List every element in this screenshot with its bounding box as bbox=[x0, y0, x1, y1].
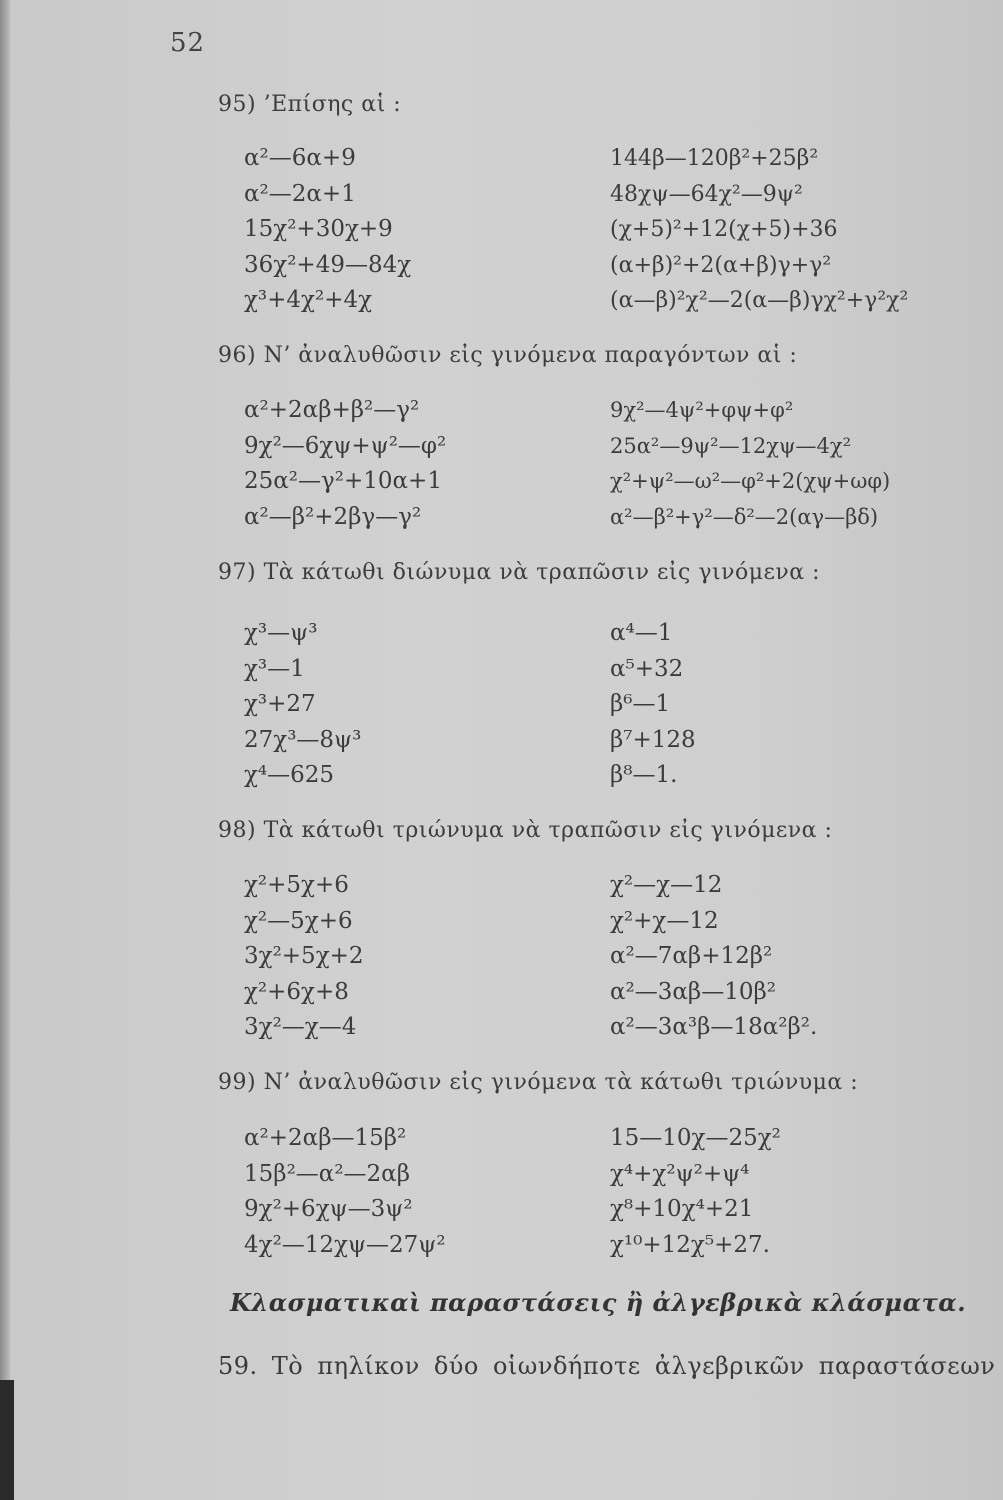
expression: χ³+27 bbox=[244, 691, 316, 717]
expression: 3χ²—χ—4 bbox=[244, 1014, 357, 1040]
expression: χ¹⁰+12χ⁵+27. bbox=[610, 1231, 770, 1258]
expression: α⁴—1 bbox=[610, 620, 673, 646]
expression: α²—7αβ+12β² bbox=[610, 943, 773, 969]
expression: χ²+χ—12 bbox=[610, 907, 719, 934]
expression: α⁵+32 bbox=[610, 655, 684, 682]
page-number: 52 bbox=[170, 28, 206, 58]
expression: 15—10χ—25χ² bbox=[610, 1125, 781, 1151]
expression: 15χ²+30χ+9 bbox=[244, 216, 393, 242]
expression: 3χ²+5χ+2 bbox=[244, 943, 364, 969]
binding-edge bbox=[0, 1380, 14, 1500]
expression: χ³—1 bbox=[244, 655, 305, 682]
expression: 144β—120β²+25β² bbox=[610, 146, 819, 171]
expression: 9χ²+6χψ—3ψ² bbox=[244, 1196, 413, 1222]
expression: 27χ³—8ψ³ bbox=[244, 726, 362, 753]
exercise-96-heading: 96) Ν’ ἀναλυθῶσιν εἰς γινόμενα παραγόντων αἱ : bbox=[218, 343, 798, 368]
exercise-97-heading: 97) Τὰ κάτωθι διώνυμα νὰ τραπῶσιν εἰς γινόμενα : bbox=[218, 560, 821, 585]
expression: 25α²—γ²+10α+1 bbox=[244, 468, 442, 494]
exercise-97-left-column bbox=[244, 616, 361, 794]
expression: χ²—5χ+6 bbox=[244, 907, 353, 934]
expression: 9χ²—6χψ+ψ²—φ² bbox=[244, 432, 447, 459]
expression: (χ+5)²+12(χ+5)+36 bbox=[610, 217, 838, 242]
exercise-99-right-column bbox=[610, 1121, 781, 1263]
exercise-96-right-column bbox=[610, 393, 890, 535]
exercise-98-left-column bbox=[244, 868, 364, 1046]
expression: α²—β²+γ²—δ²—2(αγ—βδ) bbox=[610, 504, 879, 529]
page-spine-shadow bbox=[0, 0, 10, 1500]
expression: χ²+5χ+6 bbox=[244, 872, 349, 898]
expression: α²—2α+1 bbox=[244, 180, 356, 207]
exercise-95-right-column bbox=[610, 141, 908, 319]
expression: 36χ²+49—84χ bbox=[244, 251, 412, 278]
expression: 48χψ—64χ²—9ψ² bbox=[610, 181, 803, 207]
expression: α²—3α³β—18α²β². bbox=[610, 1014, 818, 1040]
exercise-98-right-column bbox=[610, 868, 817, 1046]
expression: 4χ²—12χψ—27ψ² bbox=[244, 1231, 446, 1258]
section-title: Κλασματικαὶ παραστάσεις ἢ ἀλγεβρικὰ κλάσματα. bbox=[230, 1288, 967, 1317]
exercise-98-heading: 98) Τὰ κάτωθι τριώνυμα νὰ τραπῶσιν εἰς γινόμενα : bbox=[218, 818, 833, 843]
expression: χ⁴+χ²ψ²+ψ⁴ bbox=[610, 1160, 750, 1187]
expression: β⁶—1 bbox=[610, 691, 671, 717]
expression: χ⁸+10χ⁴+21 bbox=[610, 1196, 754, 1222]
expression: β⁸—1. bbox=[610, 762, 678, 788]
expression: χ³—ψ³ bbox=[244, 620, 318, 646]
exercise-96-left-column bbox=[244, 393, 446, 535]
expression: 25α²—9ψ²—12χψ—4χ² bbox=[610, 433, 851, 458]
expression: χ²+ψ²—ω²—φ²+2(χψ+ωφ) bbox=[610, 469, 891, 493]
expression: (α+β)²+2(α+β)γ+γ² bbox=[610, 252, 832, 278]
exercise-99-heading: 99) Ν’ ἀναλυθῶσιν εἰς γινόμενα τὰ κάτωθι τριώνυμα : bbox=[218, 1070, 859, 1095]
expression: β⁷+128 bbox=[610, 726, 696, 753]
expression: χ²+6χ+8 bbox=[244, 978, 349, 1005]
expression: α²+2αβ+β²—γ² bbox=[244, 397, 420, 423]
expression: α²—β²+2βγ—γ² bbox=[244, 503, 422, 530]
exercise-97-right-column bbox=[610, 616, 696, 794]
expression: χ⁴—625 bbox=[244, 762, 335, 788]
expression: 15β²—α²—2αβ bbox=[244, 1160, 410, 1187]
expression: χ²—χ—12 bbox=[610, 872, 723, 898]
expression: α²—6α+9 bbox=[244, 145, 356, 171]
expression: χ³+4χ²+4χ bbox=[244, 287, 373, 313]
expression: (α—β)²χ²—2(α—β)γχ²+γ²χ² bbox=[610, 288, 909, 313]
paragraph-59: 59. Τὸ πηλίκον δύο οἱωνδήποτε ἀλγεβρικῶν παραστάσεων bbox=[218, 1352, 996, 1380]
exercise-95-heading: 95) ’Επίσης αἱ : bbox=[218, 92, 402, 117]
expression: α²—3αβ—10β² bbox=[610, 978, 776, 1005]
exercise-95-left-column bbox=[244, 141, 411, 319]
exercise-99-left-column bbox=[244, 1121, 446, 1263]
expression: 9χ²—4ψ²+φψ+φ² bbox=[610, 398, 794, 422]
expression: α²+2αβ—15β² bbox=[244, 1125, 407, 1151]
